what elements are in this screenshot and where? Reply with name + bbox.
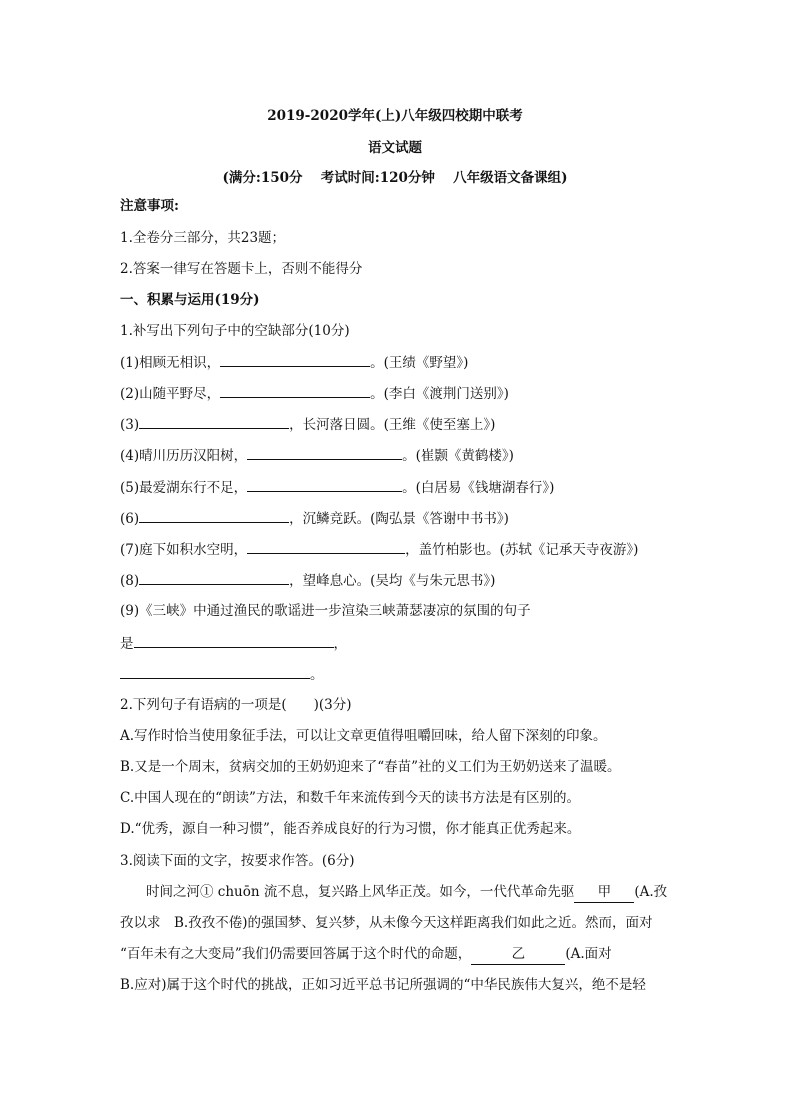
paragraph-text: (A.孜 — [634, 884, 668, 900]
question-stem: 1.补写出下列句子中的空缺部分(10分) — [120, 323, 350, 339]
item-suffix: ， — [333, 636, 347, 652]
item-suffix: 。(王绩《野望》) — [370, 355, 469, 371]
item-suffix: ，长河落日圆。(王维《使至塞上》) — [289, 417, 496, 433]
reading-paragraph-line: 孜以求 B.孜孜不倦)的强国梦、复兴梦，从未像今天这样距离我们如此之近。然而，面对 — [120, 915, 653, 931]
exam-title: 2019-2020学年(上)八年级四校期中联考 — [267, 108, 523, 124]
question-stem: 3.阅读下面的文字，按要求作答。(6分) — [120, 853, 355, 869]
fill-blank-item — [120, 633, 347, 654]
fill-blank-item — [120, 477, 554, 498]
paragraph-text: (A.面对 — [565, 946, 612, 962]
section-heading: 一、积累与运用(19分) — [120, 292, 260, 308]
paragraph-text: 时间之河① chuōn 流不息，复兴路上风华正茂。如今，一代代革命先驱 — [146, 884, 575, 900]
fill-blank-item — [120, 352, 468, 373]
choice-option: C.中国人现在的“朗读”方法，和数千年来流传到今天的读书方法是有区别的。 — [120, 790, 580, 806]
answer-blank — [139, 570, 289, 585]
fill-blank-item — [120, 570, 495, 591]
fill-blank-item: (9)《三峡》中通过渔民的歌谣进一步渲染三峡萧瑟凄凉的氛围的句子 — [120, 603, 531, 619]
note-item: 2.答案一律写在答题卡上，否则不能得分 — [120, 261, 363, 277]
exam-subtitle: 语文试题 — [368, 140, 422, 156]
item-prefix: (1)相顾无相识， — [120, 355, 221, 371]
item-prefix: (4)晴川历历汉阳树， — [120, 448, 248, 464]
notes-heading: 注意事项: — [120, 198, 179, 214]
blank-yi: 乙 — [471, 944, 565, 965]
item-prefix: (8) — [120, 573, 140, 589]
reading-paragraph-line: B.应对)属于这个时代的挑战，正如习近平总书记所强调的“中华民族伟大复兴，绝不是轻 — [120, 977, 646, 993]
fill-blank-item — [120, 414, 495, 435]
answer-blank — [247, 477, 402, 492]
item-suffix: 。 — [310, 667, 324, 683]
item-suffix: 。(白居易《钱塘湖春行》) — [402, 480, 555, 496]
item-suffix: 。(李白《渡荆门送别》) — [370, 386, 509, 402]
fill-blank-item — [120, 664, 324, 685]
item-prefix: (3) — [120, 417, 140, 433]
note-item: 1.全卷分三部分，共23题； — [120, 230, 286, 246]
item-suffix: ，沉鳞竞跃。(陶弘景《答谢中书书》) — [289, 511, 509, 527]
paragraph-text: “百年未有之大变局”我们仍需要回答属于这个时代的命题， — [120, 946, 472, 962]
answer-blank — [139, 508, 289, 523]
item-prefix: (6) — [120, 511, 140, 527]
answer-blank — [139, 414, 289, 429]
answer-blank — [220, 383, 370, 398]
choice-option: D.“优秀，源自一种习惯”，能否养成良好的行为习惯，你才能真正优秀起来。 — [120, 821, 581, 837]
choice-option: B.又是一个周末，贫病交加的王奶奶迎来了“春苗”社的义工们为王奶奶送来了温暖。 — [120, 759, 621, 775]
answer-blank — [134, 633, 334, 648]
fill-blank-item — [120, 539, 638, 560]
answer-blank — [247, 539, 405, 554]
item-suffix: ，望峰息心。(吴均《与朱元思书》) — [289, 573, 496, 589]
item-suffix: 。(崔颢《黄鹤楼》) — [402, 448, 514, 464]
exam-info: (满分:150分 考试时间:120分钟 八年级语文备课组) — [222, 170, 568, 186]
answer-blank — [247, 445, 402, 460]
answer-blank — [220, 352, 370, 367]
fill-blank-item — [120, 445, 514, 466]
reading-paragraph-line — [120, 944, 675, 965]
item-suffix: ，盖竹柏影也。(苏轼《记承天寺夜游》) — [405, 542, 639, 558]
item-prefix: (2)山随平野尽， — [120, 386, 221, 402]
blank-jia: 甲 — [574, 882, 634, 903]
question-stem: 2.下列句子有语病的一项是( )(3分) — [120, 697, 352, 713]
item-prefix: 是 — [120, 636, 134, 652]
item-prefix: (5)最爱湖东行不足， — [120, 480, 248, 496]
choice-option: A.写作时恰当使用象征手法，可以让文章更值得咀嚼回味，给人留下深刻的印象。 — [120, 728, 607, 744]
fill-blank-item — [120, 508, 509, 529]
fill-blank-item — [120, 383, 509, 404]
reading-paragraph-line — [146, 882, 701, 903]
answer-blank — [120, 664, 310, 679]
item-prefix: (7)庭下如积水空明， — [120, 542, 248, 558]
